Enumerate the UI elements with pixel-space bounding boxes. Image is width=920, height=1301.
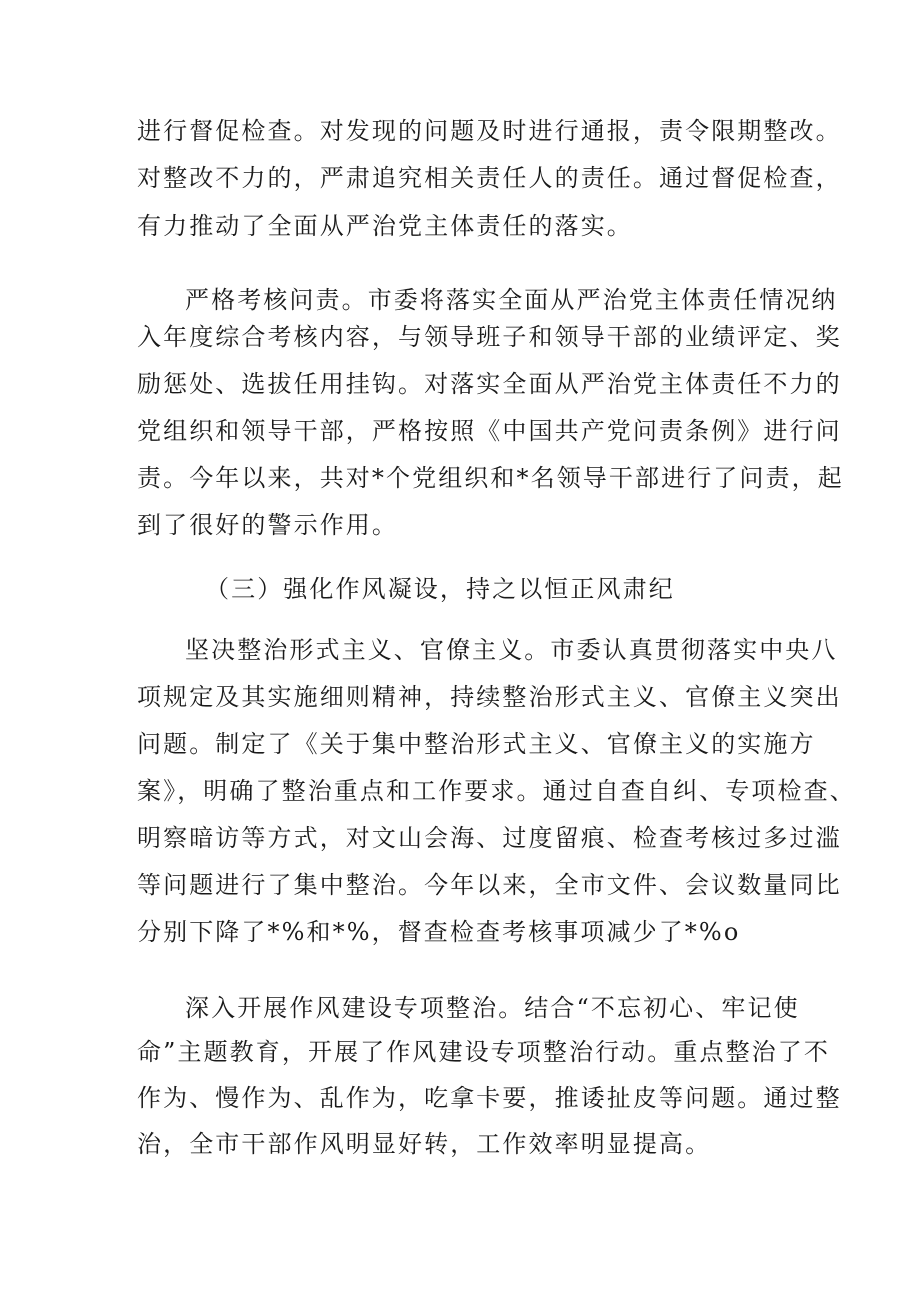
paragraph-1-line-2: 对整改不力的，严肃追究相关责任人的责任。通过督促检查，: [137, 164, 842, 192]
paragraph-3-line-2: 项规定及其实施细则精神，持续整治形式主义、官僚主义突出: [137, 683, 842, 711]
paragraph-3-line-1: 坚决整治形式主义、官僚主义。市委认真贯彻落实中央八: [185, 636, 838, 664]
paragraph-2-line-3: 励惩处、选拔任用挂钩。对落实全面从严治党主体责任不力的: [137, 370, 842, 398]
paragraph-2-line-4: 党组织和领导干部，严格按照《中国共产党问责条例》进行问: [137, 417, 842, 445]
paragraph-1-line-1: 进行督促检查。对发现的问题及时进行通报，责令限期整改。: [137, 117, 842, 145]
paragraph-1-line-3: 有力推动了全面从严治党主体责任的落实。: [137, 212, 633, 240]
section-heading: （三）强化作风凝设，持之以恒正风肃纪: [205, 575, 675, 603]
paragraph-4-line-3: 作为、慢作为、乱作为，吃拿卡要，推诿扯皮等问题。通过整: [137, 1084, 842, 1112]
paragraph-3-line-5: 明察暗访等方式，对文山会海、过度留痕、检查考核过多过滥: [137, 824, 842, 852]
paragraph-2-line-1: 严格考核问责。市委将落实全面从严治党主体责任情况纳: [185, 286, 838, 314]
paragraph-3-line-3: 问题。制定了《关于集中整治形式主义、官僚主义的实施方: [137, 730, 816, 758]
paragraph-4-line-1: 深入开展作风建设专项整治。结合“不忘初心、牢记使: [185, 994, 800, 1022]
paragraph-3-line-6: 等问题进行了集中整治。今年以来，全市文件、会议数量同比: [137, 871, 842, 899]
paragraph-3-line-4: 案》，明确了整治重点和工作要求。通过自查自纠、专项检查、: [137, 777, 856, 805]
paragraph-4-line-4: 治，全市干部作风明显好转，工作效率明显提高。: [137, 1130, 712, 1158]
paragraph-2-line-6: 到了很好的警示作用。: [137, 511, 398, 539]
paragraph-2-line-5: 责。今年以来，共对*个党组织和*名领导干部进行了问责，起: [137, 464, 844, 492]
paragraph-4-line-2: 命”主题教育，开展了作风建设专项整治行动。重点整治了不: [137, 1038, 830, 1066]
paragraph-3-line-7: 分别下降了*%和*%，督查检查考核事项减少了*%o: [137, 918, 741, 946]
paragraph-2-line-2: 入年度综合考核内容，与领导班子和领导干部的业绩评定、奖: [137, 323, 842, 351]
